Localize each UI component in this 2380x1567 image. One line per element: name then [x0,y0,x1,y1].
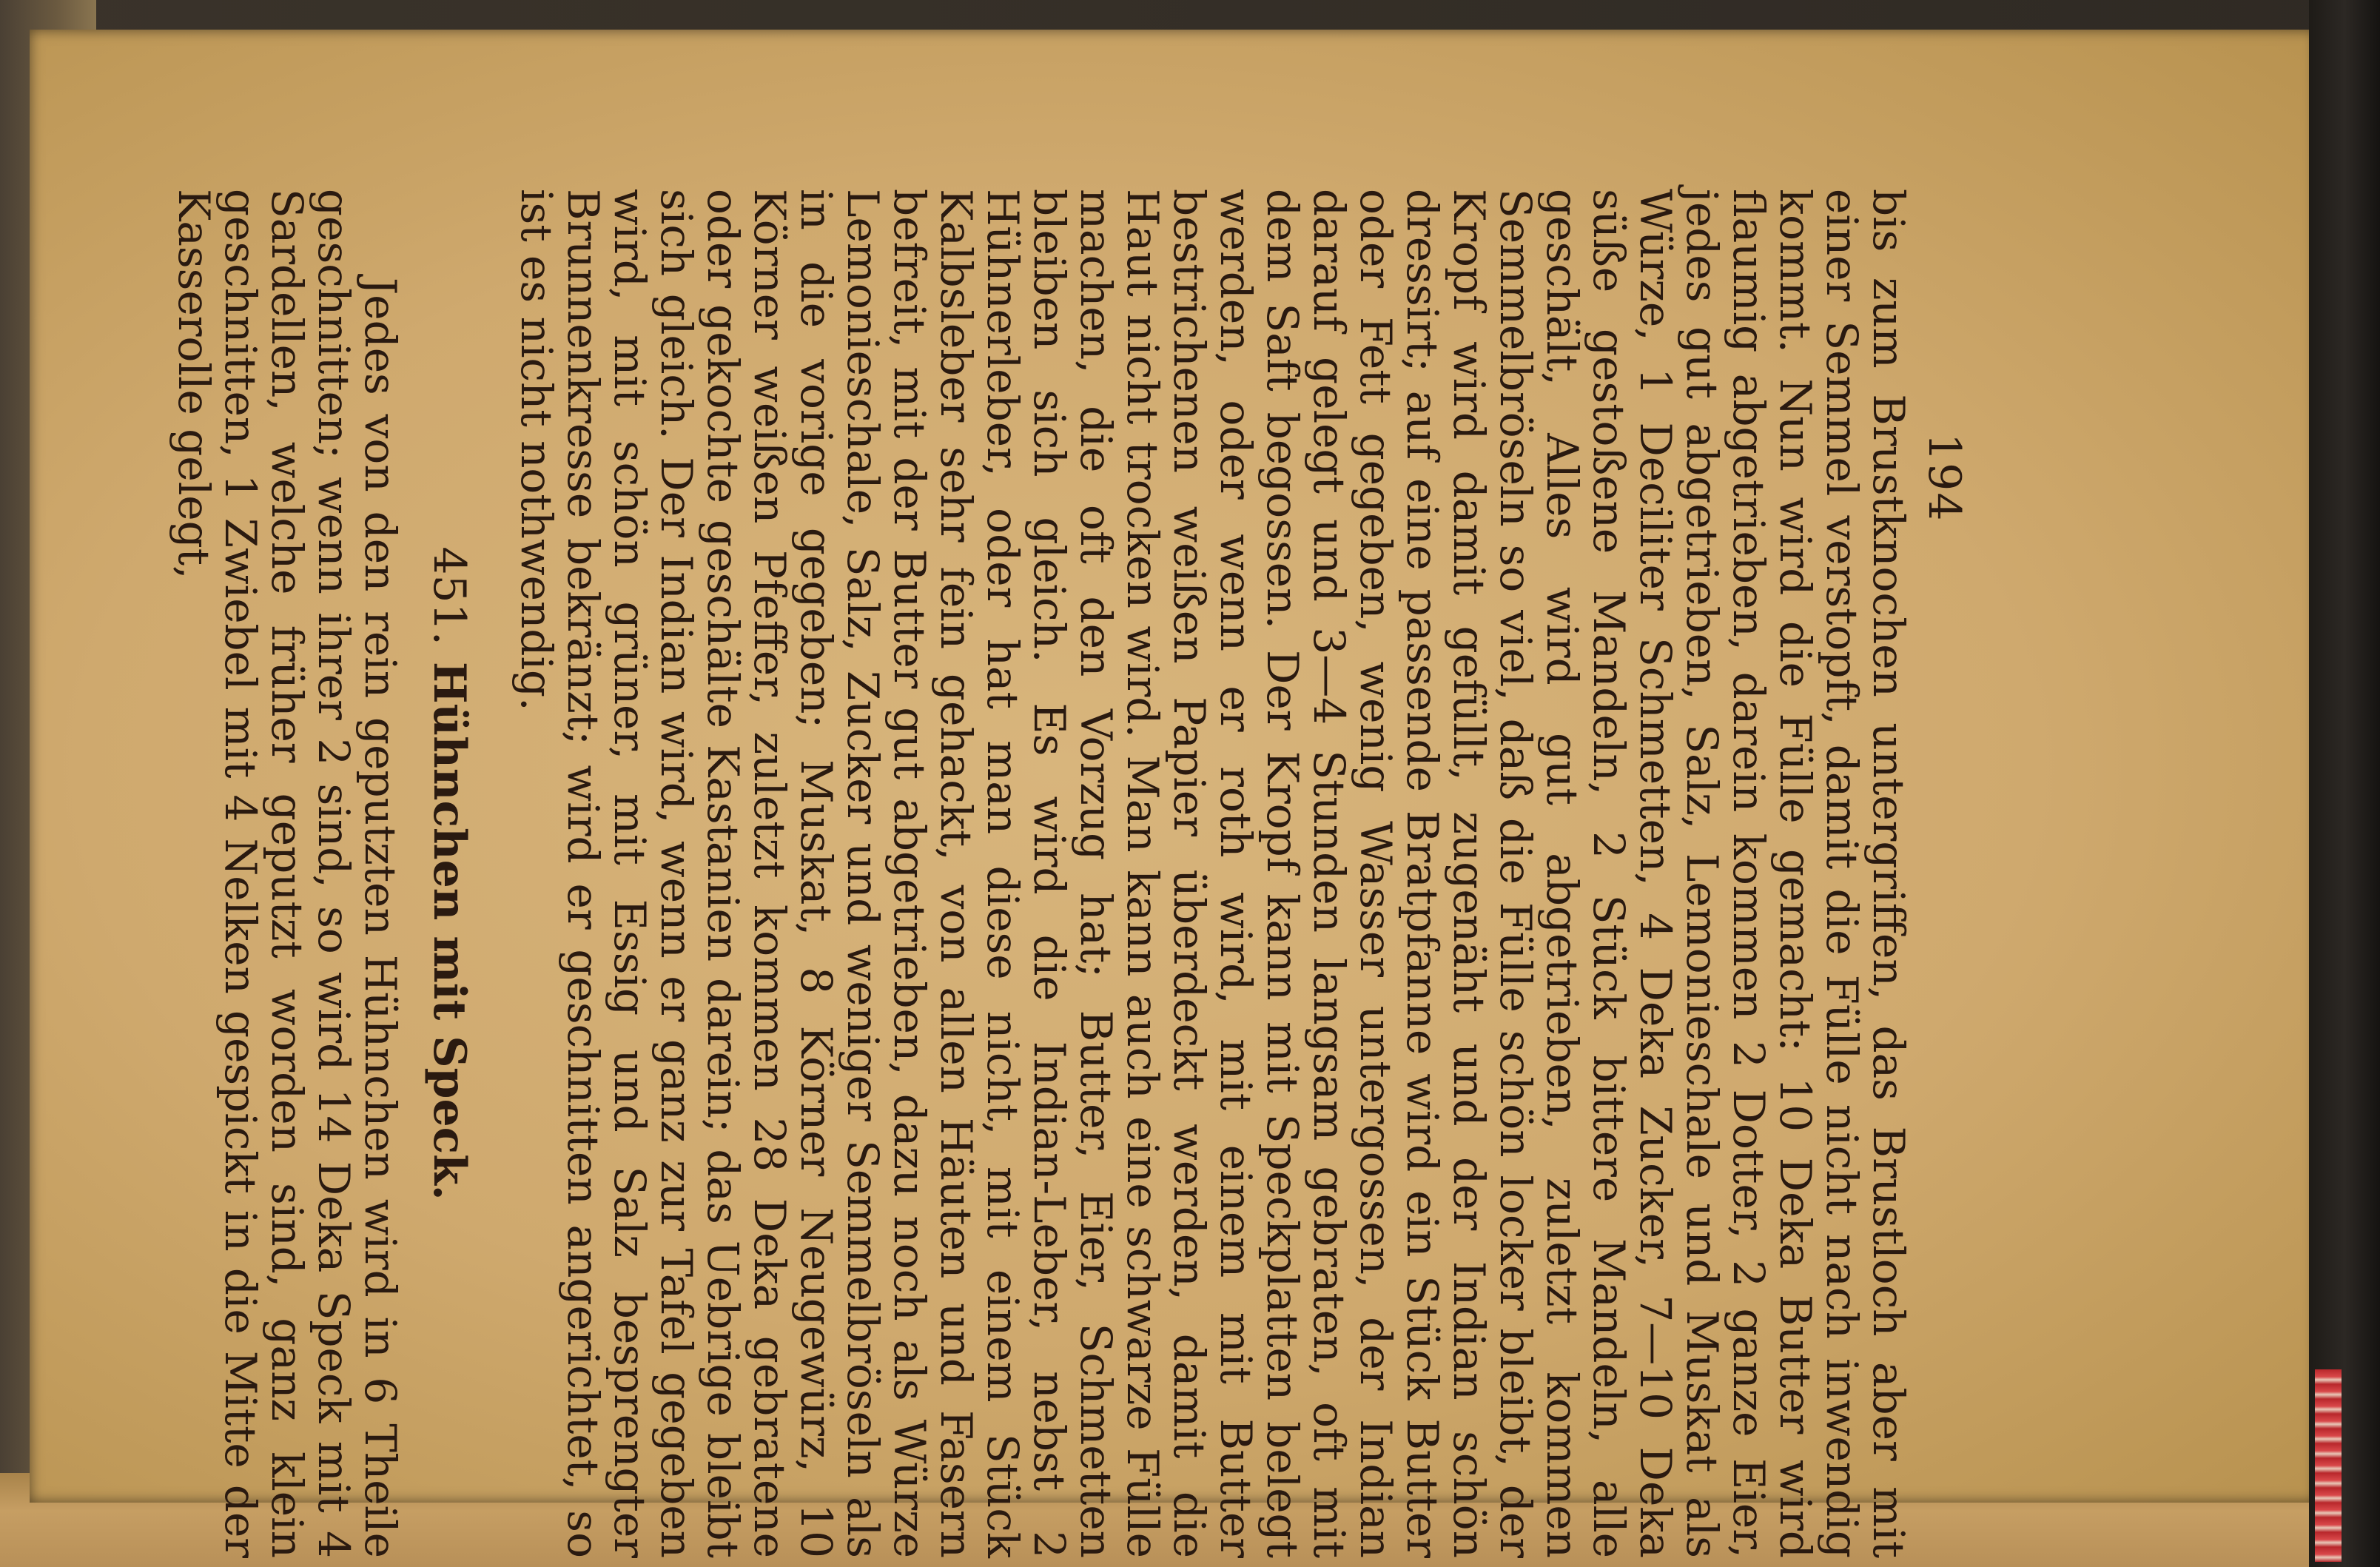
rotated-text-area [28,189,1970,1558]
recipe-number: 451. [423,546,475,645]
recipe-heading [423,189,475,1558]
book-cover-spine [2309,0,2380,1567]
bookmark-ribbon [2315,1369,2342,1562]
paragraph-huehnchen: Jedes von den rein geputzten Hühnchen wird in 6 Theile geschnitten; wenn ihrer 2 sind, so wird 14 Deka Speck mit 4 Sardellen, welche früher geputzt worden sind, ganz klein geschnitten, 1 Zwiebel mit 4 Nelken gespickt in die Mitte der Kasserolle gelegt, [169,189,406,1558]
page-number: 194 [1918,433,1970,523]
page-text [169,189,1970,1558]
recipe-title: Hühnchen mit Speck. [423,661,475,1201]
paragraph-indian-stuffing: bis zum Brustknochen untergriffen, das Brustloch aber mit einer Semmel verstopft, damit die Fülle nicht nach inwendig kommt. Nun wird die Fülle gemacht: 10 Deka Butter wird flaumig abgetrieben, darein kommen 2 Dotter, 2 ganze Eier, jedes gut abgetrieben, Salz, Lemonieschale und Muskat als Würze, 1 Deciliter Schmetten, 4 Deka Zucker, 7—10 Deka süße gestoßene Mandeln, 2 Stück bittere Mandeln, alle geschält, Alles wird gut abgetrieben, zuletzt kommen Semmelbröseln so viel, daß die Fülle schön locker bleibt, der Kropf wird damit gefüllt, zugenäht und der Indian schön dressirt; auf eine passende Bratpfanne wird ein Stück Butter oder Fett gegeben, wenig Wasser untergossen, der Indian darauf gelegt und 3—4 Stunden langsam gebraten, oft mit dem Saft begossen. Der Kropf kann mit Speckplatten belegt werden, oder wenn er roth wird, mit einem mit Butter bestrichenen weißen Papier überdeckt werden, damit die Haut nicht trocken wird. Man kann auch eine schwarze Fülle machen, die oft den Vorzug hat; Butter, Eier, Schmetten bleiben sich gleich. Es wird die Indian-Leber, nebst 2 Hühnerleber, oder hat man diese nicht, mit einem Stück Kalbsleber sehr fein gehackt, von allen Häuten und Fasern befreit, mit der Butter gut abgetrieben, dazu noch als Würze Lemonieschale, Salz, Zucker und weniger Semmelbröseln als in die vorige gegeben; Muskat, 8 Körner Neugewürz, 10 Körner weißen Pfeffer, zuletzt kommen 28 Deka gebratene oder gekochte geschälte Kastanien darein; das Uebrige bleibt sich gleich. Der Indian wird, wenn er ganz zur Tafel gegeben wird, mit schön grüner, mit Essig und Salz besprengter Brunnenkresse bekränzt; wird er geschnitten angerichtet, so ist es nicht nothwendig. [511,189,1914,1558]
